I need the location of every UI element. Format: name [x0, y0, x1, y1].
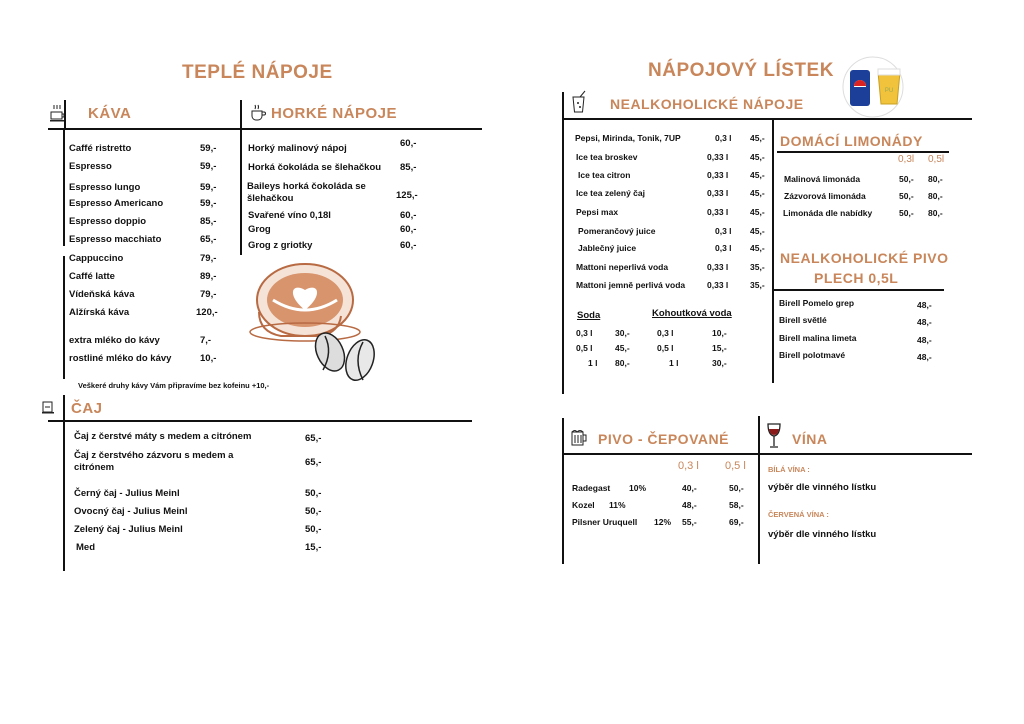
menu-item-price: 48,-	[917, 352, 932, 362]
limo-col1: 0,3l	[898, 154, 915, 165]
soda-volume: 0,5 l	[576, 343, 593, 353]
pilsner-glass-icon	[874, 66, 904, 113]
page-title-napojovy: NÁPOJOVÝ LÍSTEK	[648, 60, 834, 81]
cervena-vina-text: výběr dle vinného lístku	[768, 529, 877, 540]
soda-price: 30,-	[615, 328, 630, 338]
page-title-teple: TEPLÉ NÁPOJE	[182, 62, 333, 83]
menu-item-name: Grog	[248, 224, 271, 235]
menu-item-price: 59,-	[200, 182, 217, 193]
menu-item-price: 45,-	[750, 207, 765, 217]
menu-item-name: Horká čokoláda se šlehačkou	[248, 162, 382, 173]
menu-item-price: 48,-	[917, 317, 932, 327]
divider	[777, 151, 949, 153]
menu-item-price: 80,-	[928, 174, 943, 184]
menu-item-name: Limonáda dle nabídky	[783, 208, 873, 218]
section-caj-heading: ČAJ	[71, 400, 103, 417]
menu-item-price: 79,-	[200, 289, 217, 300]
divider	[63, 395, 65, 421]
section-horke-heading: HORKÉ NÁPOJE	[271, 105, 398, 122]
menu-item-price: 60,-	[400, 210, 417, 221]
kohout-price: 15,-	[712, 343, 727, 353]
menu-item-price: 50,-	[899, 208, 914, 218]
divider	[64, 100, 66, 130]
tea-icon	[40, 399, 56, 420]
section-nealko-heading: NEALKOHOLICKÉ NÁPOJE	[610, 96, 804, 112]
menu-item-price: 45,-	[750, 170, 765, 180]
menu-item-name: Pilsner Uruquell	[572, 517, 638, 527]
menu-item-price: 120,-	[196, 307, 218, 318]
menu-item-name: Ovocný čaj - Julius Meinl	[74, 506, 188, 517]
menu-item-price: 79,-	[200, 253, 217, 264]
menu-item-percent: 10%	[629, 483, 647, 493]
menu-item-name: Zelený čaj - Julius Meinl	[74, 524, 183, 535]
menu-item-price: 50,-	[305, 524, 322, 535]
soda-glass-icon	[570, 90, 588, 119]
menu-item-name: Čaj z čerstvé máty s medem a citrónem	[74, 431, 252, 442]
section-pivo-heading: PIVO - ČEPOVANÉ	[598, 431, 729, 447]
menu-item-price: 80,-	[928, 208, 943, 218]
divider	[240, 100, 242, 255]
menu-item-name: Grog z griotky	[248, 240, 313, 251]
kohout-volume: 0,5 l	[657, 343, 674, 353]
menu-item-price: 85,-	[200, 216, 217, 227]
menu-item-price: 65,-	[305, 433, 322, 444]
menu-item-volume: 0,33 l	[707, 188, 729, 198]
menu-item-price: 45,-	[750, 243, 765, 253]
menu-item-name: Birell polotmavé	[779, 350, 846, 360]
kohout-volume: 1 l	[669, 358, 679, 368]
menu-item-volume: 0,3 l	[715, 226, 732, 236]
bila-vina-text: výběr dle vinného lístku	[768, 482, 877, 493]
menu-item-name: Ice tea zelený čaj	[576, 188, 645, 198]
bila-vina-label: BÍLÁ VÍNA :	[768, 465, 810, 474]
kava-note: Veškeré druhy kávy Vám připravíme bez kofeinu +10,-	[78, 381, 270, 390]
menu-item-name: Med	[76, 542, 95, 553]
menu-item-name: Malinová limonáda	[784, 174, 861, 184]
menu-item-price: 15,-	[305, 542, 322, 553]
menu-item-price: 60,-	[400, 138, 417, 149]
menu-item-volume: 0,33 l	[707, 207, 729, 217]
menu-item-name: Jablečný juice	[578, 243, 637, 253]
menu-item-percent: 11%	[609, 500, 626, 510]
section-kava-heading: KÁVA	[88, 105, 132, 122]
menu-item-name: Černý čaj - Julius Meinl	[74, 488, 180, 499]
menu-item-name: Espresso Americano	[69, 198, 164, 209]
menu-item-name: Mattoni jemně perlivá voda	[576, 280, 686, 290]
menu-item-price: 59,-	[200, 161, 217, 172]
kohout-label: Kohoutková voda	[652, 308, 732, 319]
coffee-machine-icon	[49, 103, 65, 128]
divider	[63, 128, 65, 246]
menu-item-volume: 0,33 l	[707, 280, 729, 290]
menu-item-name: Horký malinový nápoj	[248, 143, 347, 154]
menu-item-name: Pepsi max	[576, 207, 619, 217]
menu-item-price: 48,-	[917, 300, 932, 310]
menu-item-price: 50,-	[729, 483, 744, 493]
section-limo-heading: DOMÁCÍ LIMONÁDY	[780, 133, 923, 149]
menu-item-volume: 0,33 l	[707, 170, 729, 180]
menu-item-name: Kozel	[572, 500, 595, 510]
menu-item-name: Birell malina limeta	[779, 333, 857, 343]
menu-item-name: Birell Pomelo grep	[779, 298, 855, 308]
menu-item-price: 55,-	[682, 517, 697, 527]
pivo-col2: 0,5 l	[725, 460, 746, 472]
menu-item-price: 7,-	[200, 335, 212, 346]
divider	[48, 420, 472, 422]
menu-item-price: 59,-	[200, 143, 217, 154]
section-nealkopivo-heading: NEALKOHOLICKÉ PIVO	[780, 250, 949, 266]
menu-item-price: 45,-	[750, 133, 765, 143]
menu-item-name: Svařené víno 0,18l	[248, 210, 331, 221]
menu-item-name: Espresso macchiato	[69, 234, 162, 245]
menu-item-name: Caffé ristretto	[69, 143, 132, 154]
divider	[562, 118, 972, 120]
menu-item-name: Ice tea broskev	[576, 152, 638, 162]
menu-item-name: Pomerančový juice	[578, 226, 656, 236]
menu-item-price: 35,-	[750, 262, 765, 272]
menu-item-price: 40,-	[682, 483, 697, 493]
kohout-volume: 0,3 l	[657, 328, 674, 338]
kohout-price: 30,-	[712, 358, 727, 368]
menu-item-name: Caffé latte	[69, 271, 115, 282]
soda-volume: 0,3 l	[576, 328, 593, 338]
coffee-cup-icon	[249, 103, 267, 126]
menu-item-price: 50,-	[305, 506, 322, 517]
menu-item-price: 45,-	[750, 152, 765, 162]
menu-item-price: 10,-	[200, 353, 217, 364]
divider	[63, 420, 65, 571]
limo-col2: 0,5l	[928, 154, 945, 165]
soda-volume: 1 l	[588, 358, 598, 368]
menu-item-name: Zázvorová limonáda	[784, 191, 866, 201]
menu-item-name: Ice tea citron	[578, 170, 631, 180]
soda-price: 80,-	[615, 358, 630, 368]
section-vina-heading: VÍNA	[792, 431, 828, 447]
menu-item-name: extra mléko do kávy	[69, 335, 160, 346]
menu-item-volume: 0,3 l	[715, 133, 732, 143]
menu-item-name: Cappuccino	[69, 253, 124, 264]
menu-item-volume: 0,33 l	[707, 262, 729, 272]
soda-price: 45,-	[615, 343, 630, 353]
wine-glass-icon	[766, 422, 782, 455]
kohout-price: 10,-	[712, 328, 727, 338]
divider	[758, 416, 760, 564]
menu-item-price: 48,-	[917, 335, 932, 345]
menu-item-name: Vídeňská káva	[69, 289, 135, 300]
menu-item-name: Pepsi, Mirinda, Tonik, 7UP	[575, 133, 681, 143]
menu-item-price: 60,-	[400, 224, 417, 235]
menu-item-name: Espresso	[69, 161, 112, 172]
menu-item-price: 59,-	[200, 198, 217, 209]
menu-item-price: 35,-	[750, 280, 765, 290]
menu-item-name: Čaj z čerstvého zázvoru s medem a citrónem	[74, 450, 234, 473]
menu-item-name: Espresso lungo	[69, 182, 141, 193]
menu-item-price: 48,-	[682, 500, 697, 510]
menu-item-price: 69,-	[729, 517, 744, 527]
divider	[772, 118, 774, 383]
divider	[48, 128, 482, 130]
menu-item-price: 89,-	[200, 271, 217, 282]
menu-item-price: 45,-	[750, 188, 765, 198]
menu-item-price: 80,-	[928, 191, 943, 201]
menu-item-price: 45,-	[750, 226, 765, 236]
soda-label: Soda	[577, 310, 601, 321]
menu-item-price: 85,-	[400, 162, 417, 173]
beer-mug-icon	[570, 427, 590, 452]
menu-item-price: 50,-	[899, 174, 914, 184]
divider	[562, 418, 564, 564]
menu-item-price: 58,-	[729, 500, 744, 510]
menu-item-price: 60,-	[400, 240, 417, 251]
menu-item-name: Espresso doppio	[69, 216, 147, 227]
menu-item-name: Radegast	[572, 483, 611, 493]
pivo-col1: 0,3 l	[678, 460, 699, 472]
divider	[63, 256, 65, 379]
menu-item-percent: 12%	[654, 517, 672, 527]
menu-item-price: 65,-	[305, 457, 322, 468]
section-nealkopivo-sub: PLECH 0,5L	[814, 270, 899, 286]
menu-item-name: Mattoni neperlivá voda	[576, 262, 669, 272]
menu-item-price: 65,-	[200, 234, 217, 245]
menu-item-price: 50,-	[305, 488, 322, 499]
divider	[562, 92, 564, 394]
latte-art-icon	[245, 262, 385, 392]
menu-item-volume: 0,33 l	[707, 152, 729, 162]
menu-item-name: rostliné mléko do kávy	[69, 353, 172, 364]
menu-item-name: Alžírská káva	[69, 307, 130, 318]
cervena-vina-label: ČERVENÁ VÍNA :	[768, 510, 829, 519]
menu-item-name: Birell světlé	[779, 315, 827, 325]
menu-item-price: 125,-	[396, 190, 418, 201]
menu-item-price: 50,-	[899, 191, 914, 201]
menu-item-name: Baileys horká čokoláda se šlehačkou	[247, 181, 366, 204]
divider	[772, 289, 944, 291]
svg-text:PU: PU	[884, 88, 894, 94]
menu-item-volume: 0,3 l	[715, 243, 732, 253]
